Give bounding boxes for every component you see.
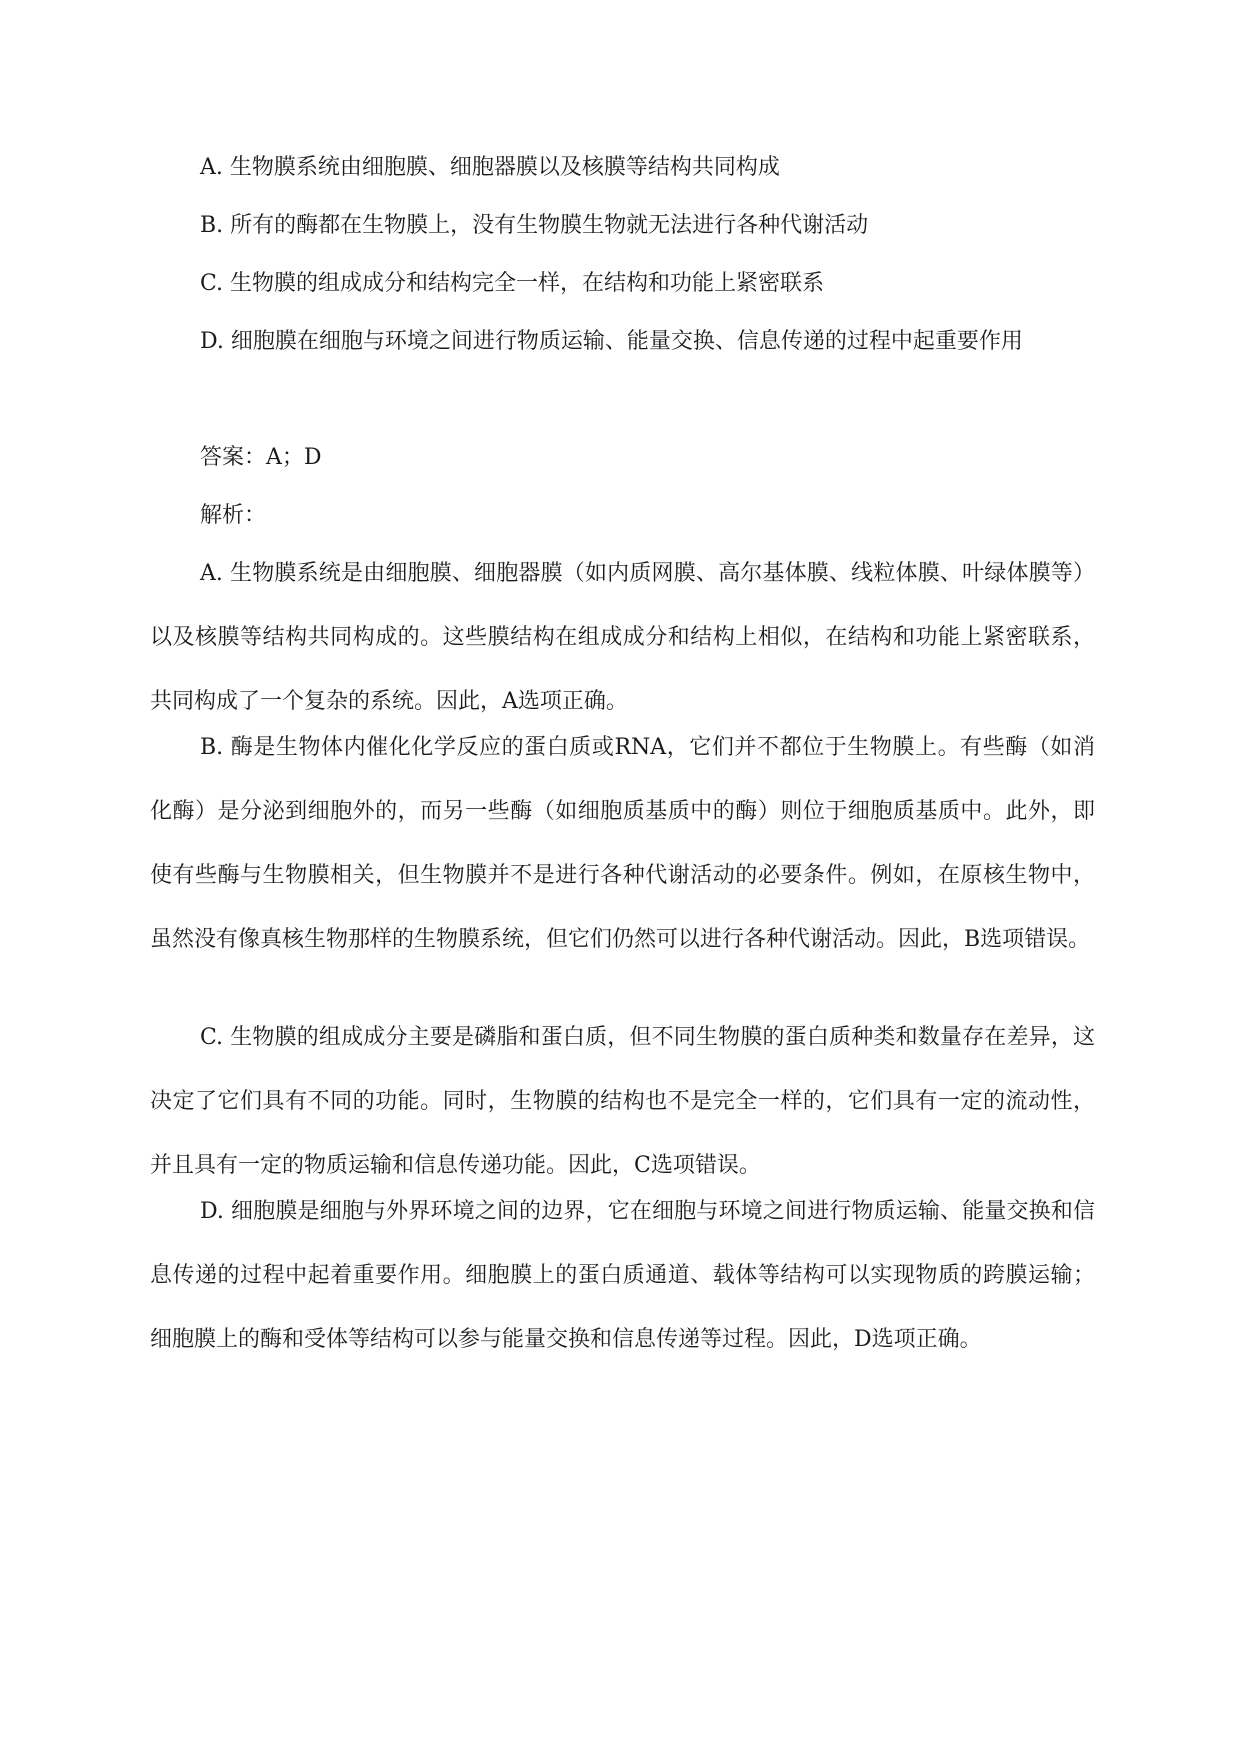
analysis-heading: 解析：	[200, 503, 267, 528]
analysis-d: D. 细胞膜是细胞与外界环境之间的边界，它在细胞与环境之间进行物质运输、能量交换和信息传递的过程中起着重要作用。细胞膜上的蛋白质通道、载体等结构可以实现物质的跨膜运输；细胞膜上的酶和受体等结构可以参与能量交换和信息传递等过程。因此，D选项正确。	[150, 1199, 1095, 1352]
option-a: A. 生物膜系统由细胞膜、细胞器膜以及核膜等结构共同构成	[200, 155, 780, 180]
option-c: C. 生物膜的组成成分和结构完全一样，在结构和功能上紧密联系	[200, 271, 825, 296]
analysis-c: C. 生物膜的组成成分主要是磷脂和蛋白质，但不同生物膜的蛋白质种类和数量存在差异，这决定了它们具有不同的功能。同时，生物膜的结构也不是完全一样的，它们具有一定的流动性，并且具有一定的物质运输和信息传递功能。因此，C选项错误。	[150, 1025, 1095, 1178]
option-b: B. 所有的酶都在生物膜上，没有生物膜生物就无法进行各种代谢活动	[200, 213, 869, 238]
answer-line: 答案：A；D	[200, 445, 322, 470]
analysis-b: B. 酶是生物体内催化化学反应的蛋白质或RNA，它们并不都位于生物膜上。有些酶（如消化酶）是分泌到细胞外的，而另一些酶（如细胞质基质中的酶）则位于细胞质基质中。此外，即使有些酶与生物膜相关，但生物膜并不是进行各种代谢活动的必要条件。例如，在原核生物中，虽然没有像真核生物那样的生物膜系统，但它们仍然可以进行各种代谢活动。因此，B选项错误。	[150, 735, 1095, 952]
option-d: D. 细胞膜在细胞与环境之间进行物质运输、能量交换、信息传递的过程中起重要作用	[200, 329, 1023, 354]
analysis-a: A. 生物膜系统是由细胞膜、细胞器膜（如内质网膜、高尔基体膜、线粒体膜、叶绿体膜等）以及核膜等结构共同构成的。这些膜结构在组成成分和结构上相似，在结构和功能上紧密联系，共同构成了一个复杂的系统。因此，A选项正确。	[150, 561, 1095, 714]
